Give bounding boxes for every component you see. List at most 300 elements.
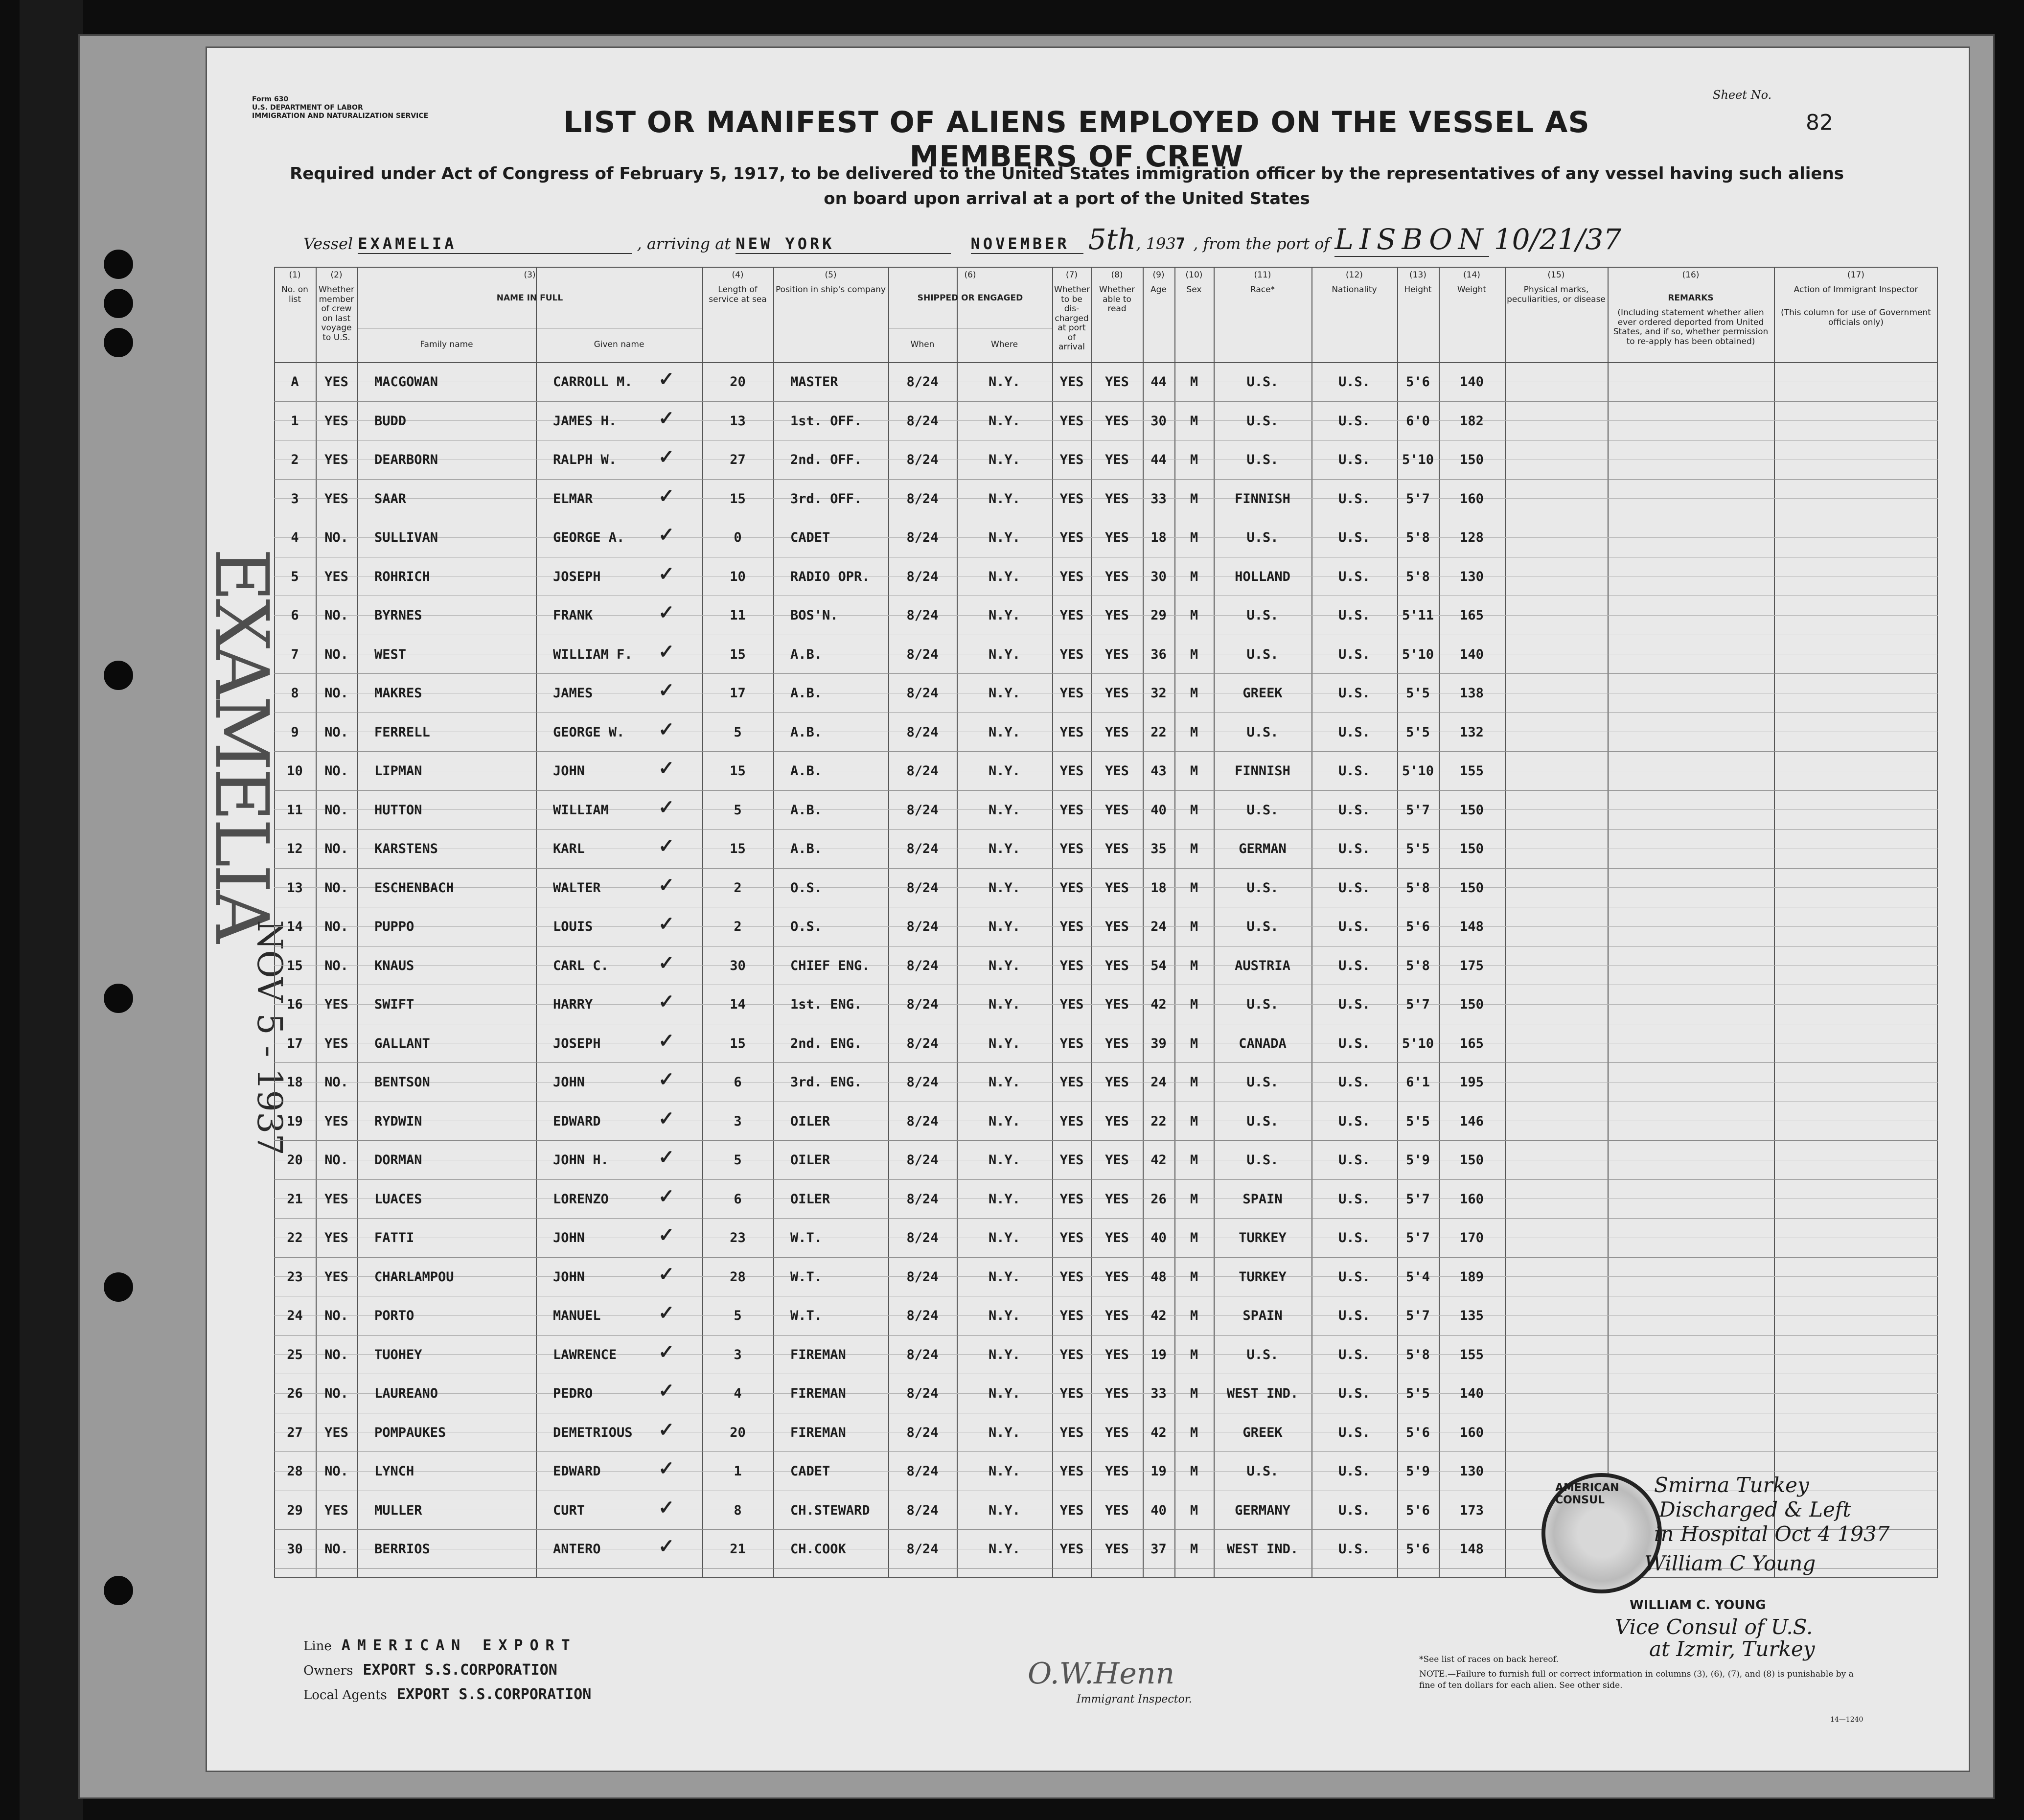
cell-given: KARL [553, 841, 585, 856]
cell-given: ELMAR [553, 491, 593, 507]
cell-when: 8/24 [906, 413, 939, 429]
cell-family: LIPMAN [374, 763, 422, 779]
cell-position: A.B. [790, 686, 823, 701]
cell-sex: M [1190, 374, 1198, 390]
check-mark-icon: ✓ [658, 873, 675, 897]
cell-nat: U.S. [1338, 958, 1371, 973]
owners-label: Owners [303, 1663, 353, 1678]
cell-sex: M [1190, 997, 1198, 1012]
cell-prev: YES [324, 1502, 348, 1518]
cell-sex: M [1190, 880, 1198, 896]
cell-disch: YES [1059, 1542, 1084, 1557]
when-header: When [910, 340, 935, 349]
cell-sex: M [1190, 1269, 1198, 1285]
cell-family: LYNCH [374, 1464, 414, 1479]
column-number: (4) [732, 270, 744, 280]
cell-position: BOS'N. [790, 608, 838, 623]
cell-weight: 146 [1460, 1113, 1484, 1129]
punch-hole [104, 289, 133, 318]
cell-weight: 138 [1460, 686, 1484, 701]
cell-age: 42 [1150, 1152, 1167, 1168]
cell-nat: U.S. [1338, 1191, 1371, 1207]
cell-service: 28 [730, 1269, 746, 1285]
cell-prev: NO. [324, 608, 348, 623]
cell-race: U.S. [1246, 919, 1279, 934]
cell-family: FATTI [374, 1230, 414, 1245]
cell-position: CH.COOK [790, 1542, 846, 1557]
column-header: SHIPPED OR ENGAGED [917, 293, 1023, 303]
check-mark-icon: ✓ [658, 1418, 675, 1441]
cell-no: 17 [287, 1036, 303, 1051]
cell-prev: NO. [324, 763, 348, 779]
cell-height: 5'4 [1406, 1269, 1430, 1285]
cell-nat: U.S. [1338, 1347, 1371, 1362]
cell-sex: M [1190, 802, 1198, 818]
page-subtitle: Required under Act of Congress of February 5, 1917, to be delivered to the United States immigration officer by the representatives of any vessel having such aliens on board upon arrival at a port of the United States [290, 164, 1844, 208]
cell-family: LAUREANO [374, 1386, 438, 1401]
cell-race: U.S. [1246, 724, 1279, 740]
table-row [274, 1184, 1938, 1211]
row-rule [274, 868, 1938, 869]
cell-race: U.S. [1246, 997, 1279, 1012]
cell-no: 16 [287, 997, 303, 1012]
cell-disch: YES [1059, 1113, 1084, 1129]
cell-where: N.Y. [988, 491, 1021, 507]
table-row [274, 562, 1938, 589]
cell-sex: M [1190, 1386, 1198, 1401]
column-number: (6) [964, 270, 976, 280]
cell-disch: YES [1059, 686, 1084, 701]
cell-disch: YES [1059, 1425, 1084, 1440]
cell-height: 5'6 [1406, 1502, 1430, 1518]
cell-race: U.S. [1246, 1113, 1279, 1129]
column-number: (17) [1847, 270, 1864, 280]
cell-age: 42 [1150, 997, 1167, 1012]
cell-where: N.Y. [988, 1347, 1021, 1362]
column-header: Weight [1457, 285, 1487, 295]
cell-sex: M [1190, 1502, 1198, 1518]
cell-given: WALTER [553, 880, 601, 896]
table-row [274, 484, 1938, 511]
cell-position: RADIO OPR. [790, 569, 870, 584]
row-rule [274, 751, 1938, 752]
column-header: Whether able to read [1099, 285, 1135, 314]
cell-where: N.Y. [988, 1269, 1021, 1285]
cell-where: N.Y. [988, 1386, 1021, 1401]
cell-when: 8/24 [906, 608, 939, 623]
cell-no: 22 [287, 1230, 303, 1245]
cell-weight: 140 [1460, 646, 1484, 662]
cell-read: YES [1105, 919, 1129, 934]
cell-family: BYRNES [374, 608, 422, 623]
cell-when: 8/24 [906, 1036, 939, 1051]
cell-service: 8 [734, 1502, 742, 1518]
cell-age: 18 [1150, 880, 1167, 896]
cell-nat: U.S. [1338, 608, 1371, 623]
cell-no: 2 [291, 452, 299, 467]
cell-family: KARSTENS [374, 841, 438, 856]
cell-height: 5'8 [1406, 958, 1430, 973]
column-header: Race* [1250, 285, 1275, 295]
cell-prev: NO. [324, 919, 348, 934]
cell-nat: U.S. [1338, 374, 1371, 390]
cell-weight: 140 [1460, 1386, 1484, 1401]
cell-prev: NO. [324, 724, 348, 740]
cell-read: YES [1105, 1502, 1129, 1518]
cell-weight: 189 [1460, 1269, 1484, 1285]
table-row [274, 951, 1938, 978]
cell-where: N.Y. [988, 646, 1021, 662]
cell-prev: YES [324, 1425, 348, 1440]
cell-sex: M [1190, 919, 1198, 934]
cell-family: PUPPO [374, 919, 414, 934]
check-mark-icon: ✓ [658, 523, 675, 546]
cell-disch: YES [1059, 919, 1084, 934]
cell-height: 5'10 [1402, 646, 1434, 662]
cell-race: U.S. [1246, 413, 1279, 429]
cell-no: 27 [287, 1425, 303, 1440]
cell-sex: M [1190, 530, 1198, 545]
cell-nat: U.S. [1338, 1425, 1371, 1440]
cell-race: WEST IND. [1226, 1386, 1299, 1401]
cell-nat: U.S. [1338, 1113, 1371, 1129]
cell-service: 21 [730, 1542, 746, 1557]
cell-position: A.B. [790, 802, 823, 818]
cell-age: 19 [1150, 1347, 1167, 1362]
cell-where: N.Y. [988, 1308, 1021, 1323]
cell-where: N.Y. [988, 958, 1021, 973]
cell-position: 1st. ENG. [790, 997, 862, 1012]
cell-no: 15 [287, 958, 303, 973]
cell-prev: NO. [324, 958, 348, 973]
column-number: (15) [1547, 270, 1565, 280]
cell-no: 9 [291, 724, 299, 740]
cell-position: 1st. OFF. [790, 413, 862, 429]
cell-no: 4 [291, 530, 299, 545]
cell-prev: NO. [324, 1308, 348, 1323]
cell-given: LAWRENCE [553, 1347, 617, 1362]
cell-nat: U.S. [1338, 763, 1371, 779]
table-row [274, 406, 1938, 433]
cell-height: 5'11 [1402, 608, 1434, 623]
row-rule [274, 1335, 1938, 1336]
cell-given: CARL C. [553, 958, 609, 973]
date-stamp: NOV 5 - 1937 [250, 920, 290, 1156]
table-row [274, 795, 1938, 822]
cell-no: 7 [291, 646, 299, 662]
cell-disch: YES [1059, 1308, 1084, 1323]
inspector-signature: O.W.Henn [1028, 1657, 1175, 1691]
cell-given: JOHN [553, 1230, 585, 1245]
arrival-month: NOVEMBER [971, 234, 1083, 254]
cell-read: YES [1105, 1425, 1129, 1440]
year-suffix: 7 [1175, 234, 1189, 253]
cell-service: 20 [730, 1425, 746, 1440]
check-mark-icon: ✓ [658, 1340, 675, 1363]
cell-prev: NO. [324, 1464, 348, 1479]
cell-no: A [291, 374, 299, 390]
cell-given: JOSEPH [553, 569, 601, 584]
cell-weight: 165 [1460, 608, 1484, 623]
cell-disch: YES [1059, 1269, 1084, 1285]
cell-where: N.Y. [988, 530, 1021, 545]
cell-service: 2 [734, 919, 742, 934]
check-mark-icon: ✓ [658, 1068, 675, 1091]
cell-sex: M [1190, 1464, 1198, 1479]
cell-nat: U.S. [1338, 997, 1371, 1012]
cell-nat: U.S. [1338, 569, 1371, 584]
column-number: (9) [1152, 270, 1165, 280]
cell-age: 32 [1150, 686, 1167, 701]
cell-no: 3 [291, 491, 299, 507]
cell-sex: M [1190, 1191, 1198, 1207]
cell-no: 19 [287, 1113, 303, 1129]
owners-field [303, 1661, 557, 1679]
cell-height: 5'9 [1406, 1152, 1430, 1168]
cell-age: 40 [1150, 802, 1167, 818]
cell-age: 22 [1150, 1113, 1167, 1129]
cell-weight: 175 [1460, 958, 1484, 973]
cell-where: N.Y. [988, 569, 1021, 584]
row-rule [274, 1179, 1938, 1180]
cell-given: DEMETRIOUS [553, 1425, 633, 1440]
cell-age: 18 [1150, 530, 1167, 545]
cell-when: 8/24 [906, 1113, 939, 1129]
cell-read: YES [1105, 1230, 1129, 1245]
cell-family: SWIFT [374, 997, 414, 1012]
column-number: (8) [1111, 270, 1123, 280]
column-number: (16) [1682, 270, 1700, 280]
table-row [274, 873, 1938, 900]
cell-age: 33 [1150, 1386, 1167, 1401]
column-header: Age [1150, 285, 1167, 295]
check-mark-icon: ✓ [658, 757, 675, 780]
cell-weight: 165 [1460, 1036, 1484, 1051]
cell-sex: M [1190, 569, 1198, 584]
cell-position: W.T. [790, 1230, 823, 1245]
check-mark-icon: ✓ [658, 1184, 675, 1208]
cell-where: N.Y. [988, 608, 1021, 623]
cell-where: N.Y. [988, 763, 1021, 779]
form-code: 14—1240 [1830, 1716, 1863, 1724]
cell-disch: YES [1059, 880, 1084, 896]
header-rule [274, 362, 1938, 363]
cell-nat: U.S. [1338, 1502, 1371, 1518]
cell-read: YES [1105, 1036, 1129, 1051]
cell-age: 22 [1150, 724, 1167, 740]
cell-age: 44 [1150, 452, 1167, 467]
sheet-number: 82 [1806, 110, 1833, 135]
cell-service: 1 [734, 1464, 742, 1479]
cell-no: 25 [287, 1347, 303, 1362]
cell-read: YES [1105, 491, 1129, 507]
cell-weight: 128 [1460, 530, 1484, 545]
cell-service: 6 [734, 1075, 742, 1090]
cell-where: N.Y. [988, 841, 1021, 856]
cell-height: 5'7 [1406, 1308, 1430, 1323]
cell-read: YES [1105, 569, 1129, 584]
cell-given: FRANK [553, 608, 593, 623]
cell-age: 39 [1150, 1036, 1167, 1051]
cell-nat: U.S. [1338, 880, 1371, 896]
table-row [274, 990, 1938, 1016]
cell-age: 44 [1150, 374, 1167, 390]
cell-position: OILER [790, 1191, 830, 1207]
cell-when: 8/24 [906, 802, 939, 818]
cell-height: 5'7 [1406, 997, 1430, 1012]
cell-given: JOHN [553, 1075, 585, 1090]
column-number: (7) [1065, 270, 1078, 280]
cell-sex: M [1190, 1425, 1198, 1440]
cell-height: 5'6 [1406, 919, 1430, 934]
cell-service: 10 [730, 569, 746, 584]
check-mark-icon: ✓ [658, 1535, 675, 1558]
row-rule [274, 1062, 1938, 1063]
cell-race: FINNISH [1235, 491, 1290, 507]
cell-where: N.Y. [988, 1230, 1021, 1245]
cell-service: 27 [730, 452, 746, 467]
cell-position: 2nd. OFF. [790, 452, 862, 467]
cell-prev: YES [324, 413, 348, 429]
table-row [274, 679, 1938, 705]
cell-height: 5'10 [1402, 1036, 1434, 1051]
cell-given: HARRY [553, 997, 593, 1012]
cell-height: 5'10 [1402, 763, 1434, 779]
from-port: LISBON [1334, 223, 1489, 256]
cell-family: POMPAUKES [374, 1425, 446, 1440]
cell-prev: NO. [324, 646, 348, 662]
cell-given: CARROLL M. [553, 374, 633, 390]
cell-service: 17 [730, 686, 746, 701]
table-row [274, 1379, 1938, 1405]
consul-signature: William C Young [1644, 1551, 1816, 1575]
cell-weight: 150 [1460, 841, 1484, 856]
cell-weight: 182 [1460, 413, 1484, 429]
cell-service: 6 [734, 1191, 742, 1207]
cell-weight: 150 [1460, 452, 1484, 467]
cell-when: 8/24 [906, 686, 939, 701]
vessel-label: Vessel [303, 234, 353, 253]
cell-disch: YES [1059, 608, 1084, 623]
cell-nat: U.S. [1338, 686, 1371, 701]
cell-prev: NO. [324, 1542, 348, 1557]
cell-read: YES [1105, 997, 1129, 1012]
punch-hole [104, 328, 133, 357]
cell-sex: M [1190, 1230, 1198, 1245]
table-row [274, 523, 1938, 550]
cell-position: OILER [790, 1152, 830, 1168]
cell-disch: YES [1059, 1502, 1084, 1518]
cell-race: FINNISH [1235, 763, 1290, 779]
cell-when: 8/24 [906, 452, 939, 467]
cell-given: GEORGE A. [553, 530, 625, 545]
cell-sex: M [1190, 763, 1198, 779]
row-rule [274, 1451, 1938, 1452]
cell-nat: U.S. [1338, 724, 1371, 740]
cell-no: 14 [287, 919, 303, 934]
cell-disch: YES [1059, 646, 1084, 662]
cell-prev: YES [324, 491, 348, 507]
table-row [274, 912, 1938, 939]
cell-read: YES [1105, 686, 1129, 701]
check-mark-icon: ✓ [658, 445, 675, 468]
cell-race: SPAIN [1242, 1308, 1283, 1323]
cell-where: N.Y. [988, 1113, 1021, 1129]
cell-disch: YES [1059, 1464, 1084, 1479]
cell-age: 48 [1150, 1269, 1167, 1285]
cell-when: 8/24 [906, 374, 939, 390]
cell-position: A.B. [790, 646, 823, 662]
cell-prev: NO. [324, 802, 348, 818]
cell-given: WILLIAM [553, 802, 609, 818]
cell-read: YES [1105, 608, 1129, 623]
check-mark-icon: ✓ [658, 717, 675, 741]
cell-sex: M [1190, 958, 1198, 973]
cell-disch: YES [1059, 958, 1084, 973]
row-rule [274, 1257, 1938, 1258]
check-mark-icon: ✓ [658, 1262, 675, 1286]
cell-where: N.Y. [988, 1502, 1021, 1518]
cell-when: 8/24 [906, 919, 939, 934]
cell-race: U.S. [1246, 1464, 1279, 1479]
cell-age: 42 [1150, 1425, 1167, 1440]
punch-hole [104, 984, 133, 1013]
cell-where: N.Y. [988, 1152, 1021, 1168]
cell-family: BENTSON [374, 1075, 430, 1090]
cell-nat: U.S. [1338, 646, 1371, 662]
cell-given: EDWARD [553, 1113, 601, 1129]
cell-given: CURT [553, 1502, 585, 1518]
crew-table [274, 267, 1938, 1578]
cell-read: YES [1105, 646, 1129, 662]
cell-position: CADET [790, 1464, 830, 1479]
cell-given: JOHN [553, 1269, 585, 1285]
cell-weight: 148 [1460, 919, 1484, 934]
table-row [274, 1340, 1938, 1367]
where-header: Where [990, 340, 1018, 349]
cell-race: U.S. [1246, 802, 1279, 818]
cell-height: 5'8 [1406, 1347, 1430, 1362]
cell-family: SULLIVAN [374, 530, 438, 545]
check-mark-icon: ✓ [658, 1496, 675, 1519]
cell-height: 5'6 [1406, 374, 1430, 390]
cell-given: JAMES H. [553, 413, 617, 429]
cell-service: 0 [734, 530, 742, 545]
cell-service: 15 [730, 646, 746, 662]
column-header: Position in ship's company [776, 285, 886, 295]
cell-nat: U.S. [1338, 1152, 1371, 1168]
cell-when: 8/24 [906, 1075, 939, 1090]
cell-family: LUACES [374, 1191, 422, 1207]
cell-race: U.S. [1246, 1152, 1279, 1168]
cell-nat: U.S. [1338, 1230, 1371, 1245]
check-mark-icon: ✓ [658, 912, 675, 935]
column-header: Length of service at sea [709, 285, 767, 304]
cell-family: PORTO [374, 1308, 414, 1323]
cell-family: FERRELL [374, 724, 430, 740]
table-row [274, 445, 1938, 472]
check-mark-icon: ✓ [658, 406, 675, 430]
cell-when: 8/24 [906, 1308, 939, 1323]
cell-family: BERRIOS [374, 1542, 430, 1557]
agents-label: Local Agents [303, 1688, 387, 1703]
cell-read: YES [1105, 724, 1129, 740]
cell-age: 29 [1150, 608, 1167, 623]
cell-when: 8/24 [906, 1230, 939, 1245]
table-row [274, 368, 1938, 394]
table-row [274, 757, 1938, 783]
column-number: (5) [825, 270, 837, 280]
